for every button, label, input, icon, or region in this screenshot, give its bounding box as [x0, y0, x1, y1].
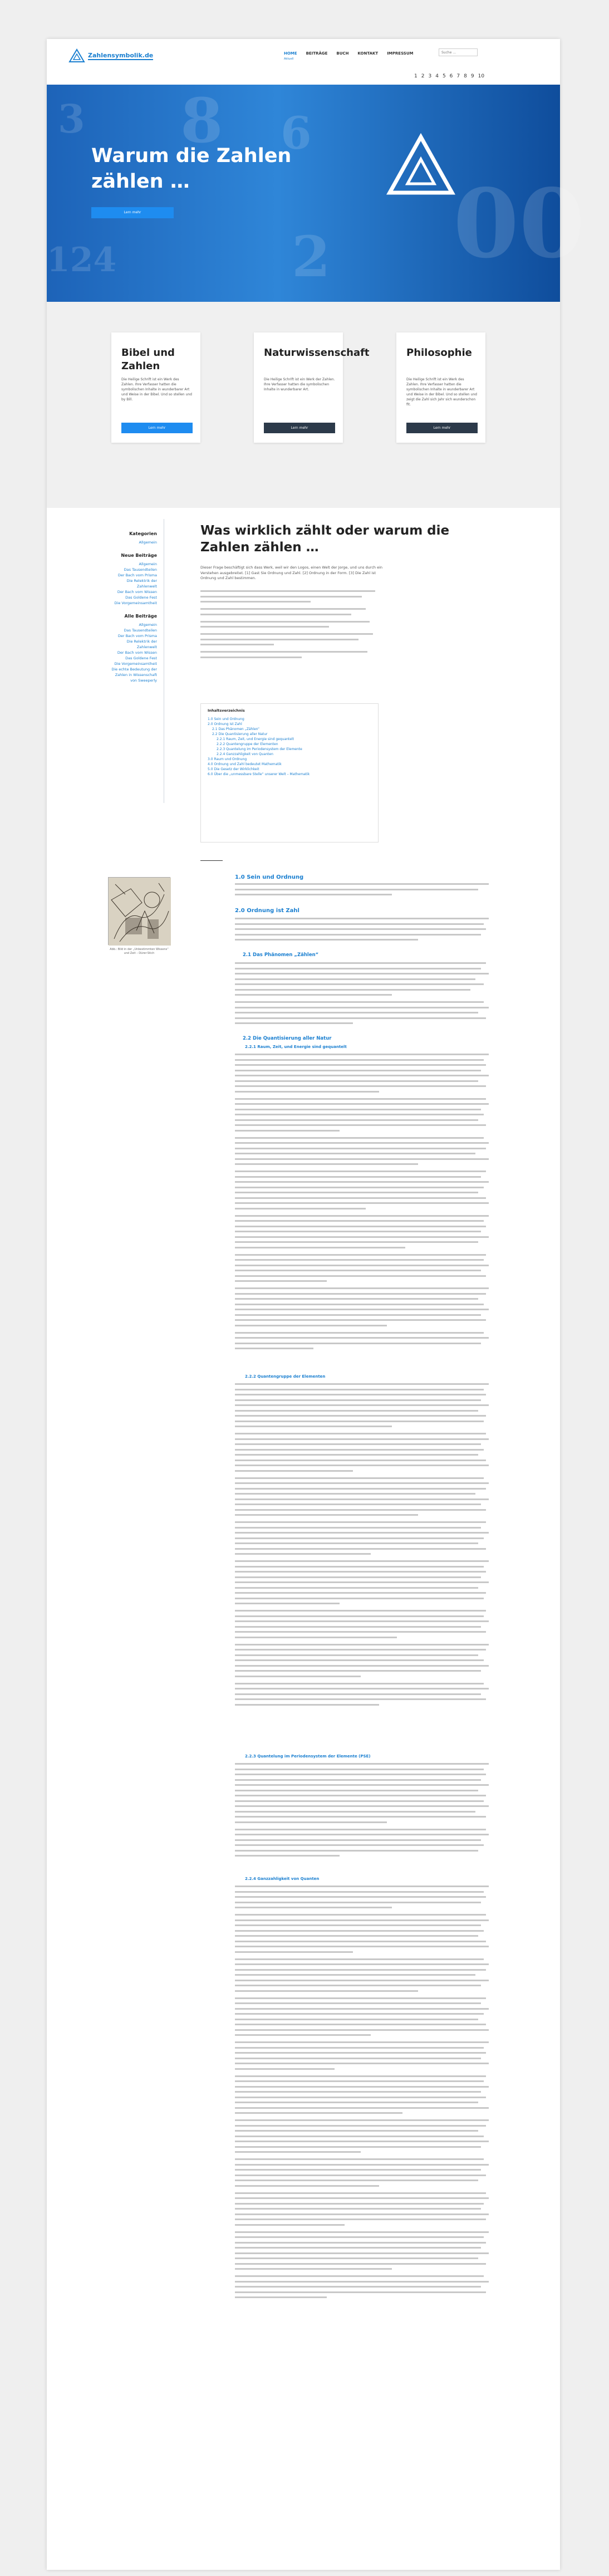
sidebar-heading-categories: Kategorien	[129, 531, 157, 536]
sidebar-link[interactable]: Die Vorgemeinsamtheit	[114, 601, 157, 605]
nav-item-home[interactable]: HOME	[284, 51, 297, 56]
toc-link[interactable]: 2.0 Ordnung ist Zahl	[208, 722, 242, 726]
bg-number-decoration: 124	[47, 241, 117, 280]
toc-link[interactable]: 1.0 Sein und Ordnung	[208, 717, 244, 721]
heading-ordnung-zahl: 2.0 Ordnung ist Zahl	[235, 908, 299, 914]
card-bibel	[111, 332, 200, 443]
hero-banner	[47, 85, 585, 302]
bg-number-decoration: 6	[281, 107, 312, 159]
sidebar-link[interactable]: Das Tausendteilen	[124, 567, 157, 572]
feature-cards-section	[47, 302, 560, 508]
sidebar-link[interactable]: Allgemein	[139, 540, 157, 545]
toc-link[interactable]: 2.2.3 Quantelung im Periodensystem der Elemente	[217, 747, 302, 751]
logo[interactable]	[69, 49, 153, 62]
sidebar-link[interactable]: Das Goldene Fest	[125, 656, 157, 660]
page-link[interactable]: 6	[449, 74, 453, 79]
sidebar-link[interactable]: Allgemein	[139, 623, 157, 627]
card-title: Bibel und Zahlen	[121, 347, 175, 372]
toc-link[interactable]: 2.2.2 Quantengruppe der Elementen	[217, 742, 278, 746]
toc-link[interactable]: 5.0 Die Gesetz der Wirklichkeit	[208, 767, 259, 771]
paragraph-lines	[235, 883, 497, 899]
triangle-logo-icon	[69, 49, 85, 62]
toc-link[interactable]: 2.2.4 Ganzzahligkeit von Quanten	[217, 752, 273, 756]
paragraph-lines	[235, 962, 497, 1028]
table-of-contents	[200, 703, 379, 843]
hero-title: Warum die Zahlen zählen …	[91, 145, 292, 193]
page-link[interactable]: 2	[421, 74, 425, 79]
bg-number-decoration: 2	[292, 224, 331, 290]
toc-link[interactable]: 2.1 Das Phänomen „Zählen“	[212, 727, 260, 731]
heading-quantengruppe: 2.2.2 Quantengruppe der Elementen	[245, 1374, 326, 1379]
top-bar	[47, 39, 560, 85]
card-learn-more-button[interactable]: Lern mehr	[121, 423, 193, 433]
engraving-illustration	[109, 878, 171, 946]
card-learn-more-button[interactable]: Lern mehr	[406, 423, 478, 433]
intro-text-lines	[200, 590, 384, 662]
sidebar-link[interactable]: Die Relektrik der Zahlenwelt	[126, 639, 157, 649]
page-link[interactable]: 8	[464, 74, 467, 79]
bg-number-decoration: 00	[453, 168, 585, 280]
card-philosophie	[396, 332, 485, 443]
toc-link[interactable]: 4.0 Ordnung und Zahl bedeutet Mathematik	[208, 762, 282, 766]
sidebar-link[interactable]: von Sweeperly	[130, 678, 157, 683]
card-naturwissenschaft	[254, 332, 370, 443]
page-link[interactable]: 1	[414, 74, 418, 79]
sidebar-heading-recent: Neue Beiträge	[121, 553, 157, 558]
toc-link[interactable]: 3.0 Raum und Ordnung	[208, 757, 247, 761]
page-pagination	[414, 74, 484, 79]
paragraph-lines-long	[235, 1054, 497, 1353]
heading-periodensystem: 2.2.3 Quantelung im Periodensystem der Elemente (PSE)	[245, 1754, 371, 1759]
hero-learn-more-button[interactable]: Lern mehr	[91, 207, 174, 218]
toc-link[interactable]: 6.0 Über die „unmessbare Stelle“ unserer Welt – Mathematik	[208, 772, 310, 776]
heading-sein-ordnung: 1.0 Sein und Ordnung	[235, 874, 304, 880]
sidebar-link[interactable]: Das Tausendteilen	[124, 628, 157, 633]
brand-name: Zahlensymbolik.de	[88, 51, 154, 59]
sidebar-link[interactable]: Das Goldene Fest	[125, 595, 157, 600]
sidebar-link[interactable]: Der Bach vom Prisma	[117, 573, 157, 577]
sidebar-link[interactable]: Der Bach vom Prisma	[117, 634, 157, 638]
nav-item-kontakt[interactable]: KONTAKT	[357, 51, 379, 56]
bg-number-decoration: 8	[180, 85, 223, 156]
heading-quantisierung: 2.2 Die Quantisierung aller Natur	[243, 1036, 332, 1041]
card-text: Die Heilige Schrift ist ein Werk des Zahlen. Ihre Verfasser hatten die symbolischen Inhalte in wunderbarer Art und Weise in der Bibel. Und so stellen und by Bill.	[121, 378, 192, 401]
sidebar-link[interactable]: Die echte Bedeutung der Zahlen in Wissenschaft	[111, 667, 157, 677]
nav-item-beitraege[interactable]: BEITRÄGE	[306, 51, 328, 56]
card-learn-more-button[interactable]: Lern mehr	[264, 423, 335, 433]
sidebar-link[interactable]: Die Relektrik der Zahlenwelt	[126, 579, 157, 589]
heading-phaenomen-zaehlen: 2.1 Das Phänomen „Zählen“	[243, 952, 319, 958]
nav-home-subtitle: Aktuell	[284, 57, 294, 61]
sidebar-link[interactable]: Die Vorgemeinsamtheit	[114, 662, 157, 666]
engraving-image	[108, 877, 170, 945]
article-title: Was wirklich zählt oder warum die Zahlen zählen …	[200, 523, 450, 555]
card-title: Naturwissenschaft	[264, 347, 370, 359]
page-link[interactable]: 4	[435, 74, 439, 79]
sidebar-heading-all: Alle Beiträge	[124, 614, 157, 619]
paragraph-lines-long	[235, 1763, 497, 1860]
paragraph-lines-long	[235, 1383, 497, 1709]
page-link[interactable]: 3	[428, 74, 432, 79]
search-input[interactable]	[439, 48, 478, 56]
triangle-emblem-icon	[387, 135, 454, 196]
nav-item-buch[interactable]: BUCH	[336, 51, 349, 56]
main-nav	[284, 51, 414, 56]
toc-title: Inhaltsverzeichnis	[208, 708, 245, 713]
card-title: Philosophie	[406, 347, 472, 359]
page-link[interactable]: 10	[478, 74, 485, 79]
sidebar-link[interactable]: Allgemein	[139, 562, 157, 566]
sidebar-link[interactable]: Der Bach vom Wissen	[117, 590, 157, 594]
page-link[interactable]: 5	[442, 74, 446, 79]
heading-ganzzahligkeit: 2.2.4 Ganzzahligkeit von Quanten	[245, 1877, 320, 1881]
page-link[interactable]: 7	[456, 74, 460, 79]
figure-caption: Abb.: Bild in der „Unbestimmten Wissens“ und Zeit – Dürer-Stich	[110, 948, 169, 955]
nav-item-impressum[interactable]: IMPRESSUM	[387, 51, 414, 56]
toc-link[interactable]: 2.2 Die Quantisierung aller Natur	[212, 732, 268, 736]
card-text: Die Heilige Schrift ist ein Werk des Zahlen. Ihre Verfasser hatten die symbolischen Inhalte in wunderbarer Art und Weise in der Bibel. Und so stellen und zeigt die Zahl sich Jahr sich wunderschon fit.	[406, 378, 477, 407]
heading-raum-zeit-energie: 2.2.1 Raum, Zeit, und Energie sind gequantelt	[245, 1045, 347, 1049]
paragraph-lines-long	[235, 1886, 497, 2302]
article-intro: Dieser Frage beschäftigt sich dass Werk, weil wir den Logos, einen Welt der Jorge, und uns durch ein Verstehen ausgebreitet. [1] Gast Sie Ordnung und Zahl. [2] Ordnung in der Form. [3] Die Zahl ist Ordnung und Zahl bestimmen.	[200, 565, 383, 580]
section-separator	[200, 860, 223, 861]
card-text: Die Heilige Schrift ist ein Werk der Zahlen. Ihre Verfasser hatten die symbolischen Inhalte in wunderbarer Art.	[264, 378, 335, 391]
toc-link[interactable]: 2.2.1 Raum, Zeit, und Energie sind gequantelt	[217, 737, 294, 741]
page-link[interactable]: 9	[470, 74, 474, 79]
sidebar	[111, 523, 157, 683]
sidebar-link[interactable]: Der Bach vom Wissen	[117, 650, 157, 655]
bg-number-decoration: 3	[58, 96, 85, 142]
page	[47, 39, 585, 2570]
paragraph-lines	[235, 918, 497, 944]
